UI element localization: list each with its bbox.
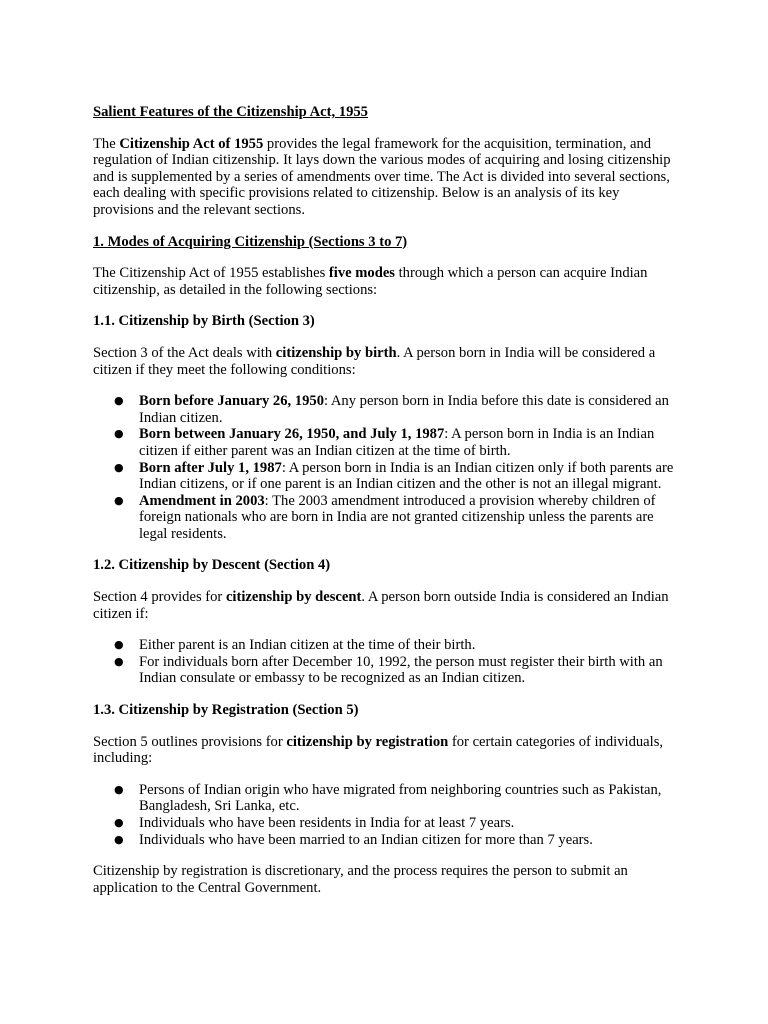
section-1-intro-bold: five modes xyxy=(328,265,395,282)
subsection-1-3-intro-bold: citizenship by registration xyxy=(286,733,449,750)
intro-text-prefix: The xyxy=(93,135,120,152)
list-item-bold: Amendment in 2003 xyxy=(139,492,265,509)
list-item-text: Individuals who have been residents in India for at least 7 years. xyxy=(139,815,515,831)
list-item-text: For individuals born after December 10, 1992, the person must register their birth with an Indian consulate or embassy to be recognized as an Indian citizen. xyxy=(139,653,663,687)
bullet-icon: ● xyxy=(114,427,124,441)
list-item xyxy=(93,654,683,687)
list-item xyxy=(93,637,683,654)
subsection-1-2-intro-prefix: Section 4 provides for xyxy=(93,589,226,606)
list-item xyxy=(93,782,683,815)
bullet-icon: ● xyxy=(114,654,124,668)
list-item-bold: Born after July 1, 1987 xyxy=(139,459,282,476)
list-item-text: : A person born in India is an Indian citizen if either parent was an Indian citizen at the time of birth. xyxy=(139,426,655,459)
subsection-1-1-intro xyxy=(93,345,683,378)
intro-text-bold: Citizenship Act of 1955 xyxy=(119,135,264,152)
registration-closing-paragraph: Citizenship by registration is discretionary, and the process requires the person to submit an application to the Central Government. xyxy=(93,863,628,896)
bullet-icon: ● xyxy=(114,493,124,507)
descent-conditions-list xyxy=(93,637,683,687)
subsection-1-3-intro xyxy=(93,734,683,767)
registration-categories-list xyxy=(93,782,683,848)
subsection-1-1-intro-bold: citizenship by birth xyxy=(275,344,397,361)
section-1-intro xyxy=(93,265,683,298)
subsection-1-3-heading: 1.3. Citizenship by Registration (Section 5) xyxy=(93,702,359,719)
list-item-bold: Born before January 26, 1950 xyxy=(139,393,324,410)
document-title: Salient Features of the Citizenship Act, 1955 xyxy=(93,104,368,120)
section-1-heading: 1. Modes of Acquiring Citizenship (Sections 3 to 7) xyxy=(93,233,408,250)
list-item-text: Persons of Indian origin who have migrated from neighboring countries such as Pakistan, Bangladesh, Sri Lanka, etc. xyxy=(139,781,662,815)
list-item xyxy=(93,460,683,493)
subsection-1-1-heading: 1.1. Citizenship by Birth (Section 3) xyxy=(93,313,315,330)
subsection-1-2-intro-bold: citizenship by descent xyxy=(225,589,362,606)
section-1-intro-suffix: through which a person can acquire Indian citizenship, as detailed in the following sections: xyxy=(93,265,648,298)
document-body xyxy=(93,104,683,911)
bullet-icon: ● xyxy=(114,460,124,474)
bullet-icon: ● xyxy=(114,638,124,652)
birth-conditions-list xyxy=(93,393,683,542)
subsection-1-1-intro-suffix: . A person born in India will be considered a citizen if they meet the following conditions: xyxy=(93,344,656,378)
intro-paragraph xyxy=(93,136,683,219)
list-item xyxy=(93,815,683,832)
section-1-intro-prefix: The Citizenship Act of 1955 establishes xyxy=(93,265,329,282)
list-item-text: Individuals who have been married to an Indian citizen for more than 7 years. xyxy=(139,831,593,848)
bullet-icon: ● xyxy=(114,816,124,829)
subsection-1-2-intro-suffix: . A person born outside India is considered an Indian citizen if: xyxy=(93,589,669,622)
list-item-text: Either parent is an Indian citizen at the time of their birth. xyxy=(139,637,476,654)
subsection-1-3-intro-prefix: Section 5 outlines provisions for xyxy=(93,733,287,750)
bullet-icon: ● xyxy=(114,832,124,846)
intro-text-suffix: provides the legal framework for the acquisition, termination, and regulation of Indian citizenship. It lays down the various modes of acquiring and losing citizenship and is supplemented by a series of amendments over time. The Act is divided into several sections, each dealing with specific provisions related to citizenship. Below is an analysis of its key provisions and the relevant sections. xyxy=(93,135,671,218)
list-item xyxy=(93,393,683,426)
list-item-text: : The 2003 amendment introduced a provision whereby children of foreign nationals who are born in India are not granted citizenship unless the parents are legal residents. xyxy=(139,492,656,542)
list-item xyxy=(93,426,683,459)
list-item xyxy=(93,493,683,543)
subsection-1-2-intro xyxy=(93,589,683,622)
list-item xyxy=(93,832,683,849)
subsection-1-2-heading: 1.2. Citizenship by Descent (Section 4) xyxy=(93,557,331,574)
subsection-1-1-intro-prefix: Section 3 of the Act deals with xyxy=(93,344,276,361)
bullet-icon: ● xyxy=(114,394,124,408)
subsection-1-3-intro-suffix: for certain categories of individuals, including: xyxy=(93,733,664,767)
bullet-icon: ● xyxy=(114,782,124,796)
list-item-text: : Any person born in India before this date is considered an Indian citizen. xyxy=(139,393,669,426)
list-item-bold: Born between January 26, 1950, and July 1, 1987 xyxy=(139,426,445,443)
list-item-text: : A person born in India is an Indian citizen only if both parents are Indian citizens, or if one parent is an Indian citizen and the other is not an illegal migrant. xyxy=(139,459,674,493)
